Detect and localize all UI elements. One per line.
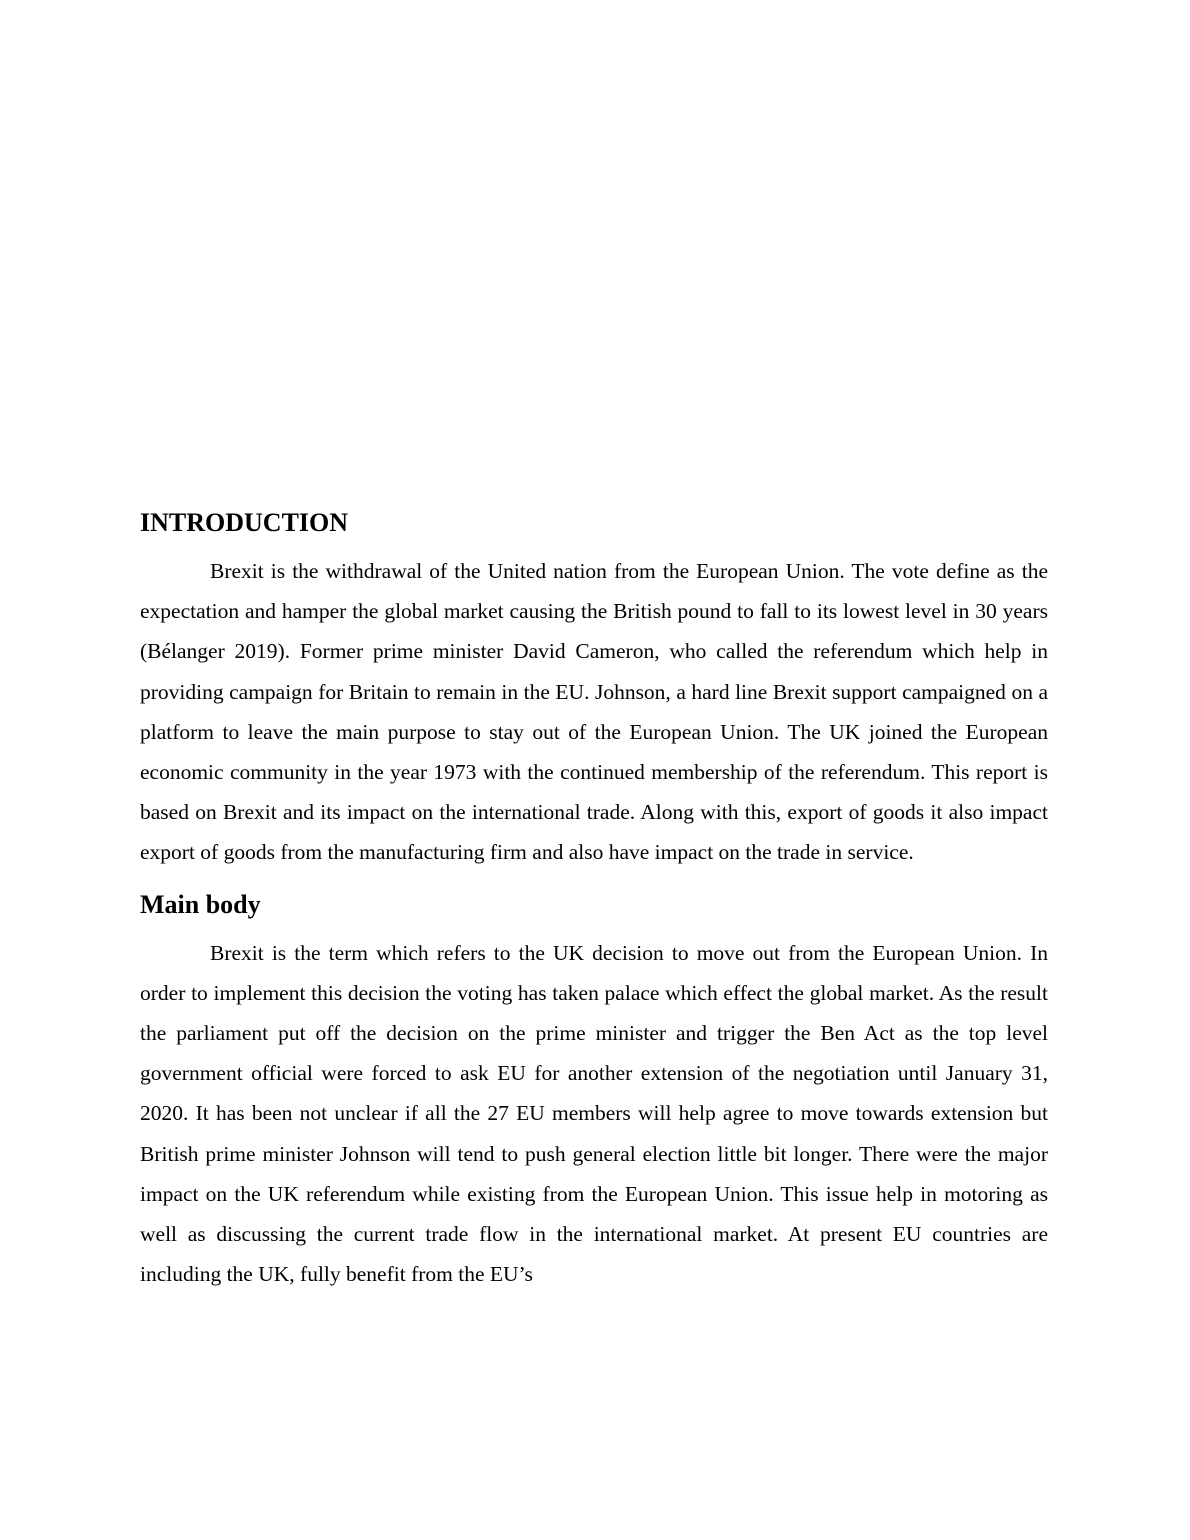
document-body: [140, 505, 1048, 1294]
main-body-heading: Main body: [140, 889, 261, 919]
introduction-heading: INTRODUCTION: [140, 508, 349, 537]
introduction-paragraph: Brexit is the withdrawal of the United nation from the European Union. The vote define as the expectation and hamper the global market causing the British pound to fall to its lowest level in 30 years (Bélanger 2019). Former prime minister David Cameron, who called the referendum which help in providing campaign for Britain to remain in the EU. Johnson, a hard line Brexit support campaigned on a platform to leave the main purpose to stay out of the European Union. The UK joined the European economic community in the year 1973 with the continued membership of the referendum. This report is based on Brexit and its impact on the international trade. Along with this, export of goods it also impact export of goods from the manufacturing firm and also have impact on the trade in service.: [140, 559, 1048, 865]
main-body-paragraph: Brexit is the term which refers to the UK decision to move out from the European Union. In order to implement this decision the voting has taken palace which effect the global market. As the result the parliament put off the decision on the prime minister and trigger the Ben Act as the top level government official were forced to ask EU for another extension of the negotiation until January 31, 2020. It has been not unclear if all the 27 EU members will help agree to move towards extension but British prime minister Johnson will tend to push general election little bit longer. There were the major impact on the UK referendum while existing from the European Union. This issue help in motoring as well as discussing the current trade flow in the international market. At present EU countries are including the UK, fully benefit from the EU’s: [140, 940, 1048, 1287]
